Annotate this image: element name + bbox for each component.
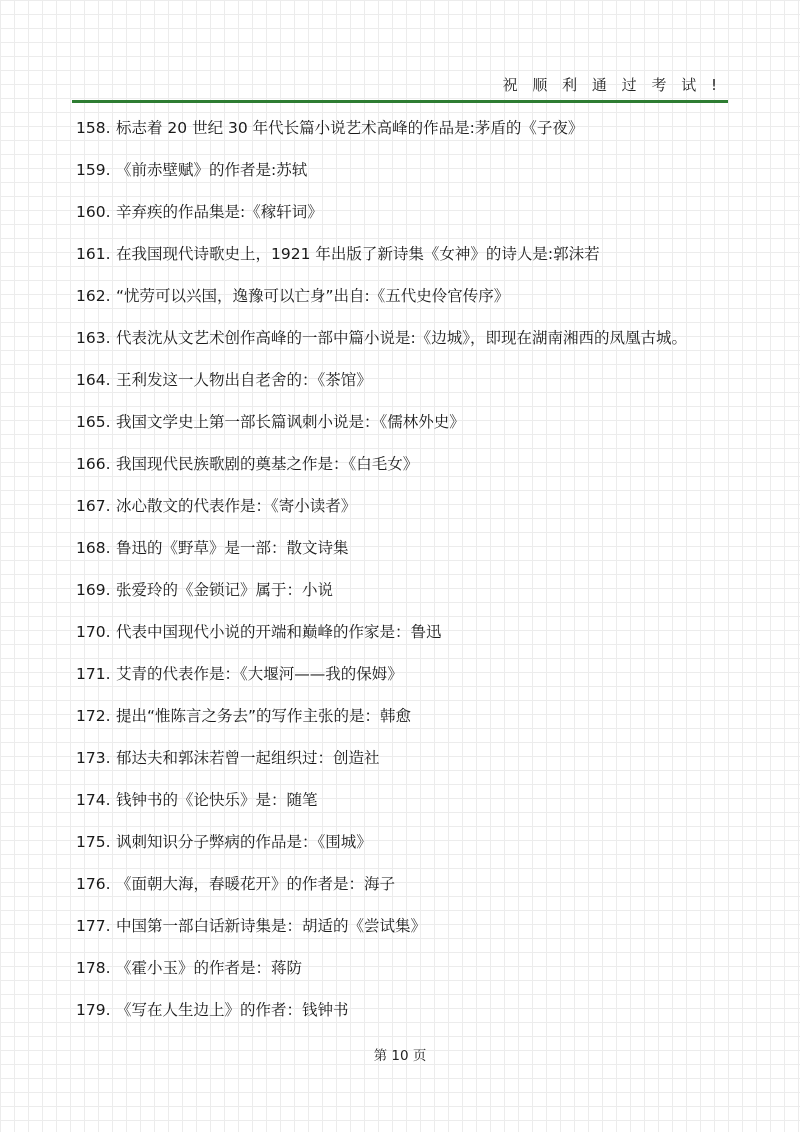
item-text: 王利发这一人物出自老舍的：《茶馆》 (116, 371, 372, 389)
item-text: 提出“惟陈言之务去”的写作主张的是：韩愈 (116, 707, 412, 725)
item-text: 讽刺知识分子弊病的作品是：《围城》 (116, 833, 372, 851)
list-item (76, 741, 726, 783)
item-number: 166. (76, 455, 111, 473)
list-item (76, 573, 726, 615)
list-item (76, 153, 726, 195)
item-number: 164. (76, 371, 111, 389)
item-number: 172. (76, 707, 111, 725)
item-text: 张爱玲的《金锁记》属于：小说 (116, 581, 334, 599)
list-item (76, 111, 726, 153)
list-item (76, 321, 726, 363)
list-item (76, 363, 726, 405)
list-item (76, 699, 726, 741)
item-number: 177. (76, 917, 111, 935)
item-text: 在我国现代诗歌史上，1921 年出版了新诗集《女神》的诗人是:郭沫若 (116, 245, 600, 263)
item-text: 冰心散文的代表作是：《寄小读者》 (116, 497, 357, 515)
list-item (76, 531, 726, 573)
item-number: 178. (76, 959, 111, 977)
item-number: 175. (76, 833, 111, 851)
item-text: 《前赤壁赋》的作者是:苏轼 (116, 161, 308, 179)
list-item (76, 951, 726, 993)
item-number: 158. (76, 119, 111, 137)
item-text: 中国第一部白话新诗集是：胡适的《尝试集》 (116, 917, 427, 935)
item-number: 173. (76, 749, 111, 767)
list-item (76, 867, 726, 909)
item-text: 我国文学史上第一部长篇讽刺小说是：《儒林外史》 (116, 413, 465, 431)
item-number: 161. (76, 245, 111, 263)
item-number: 179. (76, 1001, 111, 1019)
item-text: 钱钟书的《论快乐》是：随笔 (116, 791, 318, 809)
list-item (76, 993, 726, 1035)
item-number: 159. (76, 161, 111, 179)
header-divider (72, 100, 728, 103)
item-number: 174. (76, 791, 111, 809)
item-text: 《面朝大海，春暖花开》的作者是：海子 (116, 875, 396, 893)
header-wish: 祝 顺 利 通 过 考 试 ! (502, 76, 722, 94)
list-item (76, 447, 726, 489)
list-item (76, 279, 726, 321)
item-number: 165. (76, 413, 111, 431)
list-item (76, 783, 726, 825)
item-text: 标志着 20 世纪 30 年代长篇小说艺术高峰的作品是:茅盾的《子夜》 (116, 119, 584, 137)
list-item (76, 195, 726, 237)
item-number: 162. (76, 287, 111, 305)
list-item (76, 909, 726, 951)
item-text: 鲁迅的《野草》是一部：散文诗集 (116, 539, 349, 557)
list-item (76, 825, 726, 867)
item-text: 艾青的代表作是：《大堰河——我的保姆》 (116, 665, 403, 683)
list-item (76, 489, 726, 531)
item-text: 代表中国现代小说的开端和巅峰的作家是：鲁迅 (116, 623, 442, 641)
item-text: “忧劳可以兴国，逸豫可以亡身”出自:《五代史伶官传序》 (116, 287, 510, 305)
item-text: 《霍小玉》的作者是：蒋防 (116, 959, 303, 977)
question-list (76, 111, 726, 1035)
item-text: 辛弃疾的作品集是:《稼轩词》 (116, 203, 323, 221)
item-number: 167. (76, 497, 111, 515)
item-text: 我国现代民族歌剧的奠基之作是：《白毛女》 (116, 455, 419, 473)
item-number: 160. (76, 203, 111, 221)
item-number: 170. (76, 623, 111, 641)
item-number: 168. (76, 539, 111, 557)
item-number: 176. (76, 875, 111, 893)
item-number: 171. (76, 665, 111, 683)
list-item (76, 237, 726, 279)
item-number: 169. (76, 581, 111, 599)
list-item (76, 405, 726, 447)
item-number: 163. (76, 329, 111, 347)
list-item (76, 657, 726, 699)
item-text: 《写在人生边上》的作者：钱钟书 (116, 1001, 349, 1019)
list-item (76, 615, 726, 657)
page-number: 第 10 页 (373, 1048, 427, 1064)
item-text: 代表沈从文艺术创作高峰的一部中篇小说是:《边城》，即现在湖南湘西的凤凰古城。 (116, 329, 687, 347)
item-text: 郁达夫和郭沫若曾一起组织过：创造社 (116, 749, 380, 767)
